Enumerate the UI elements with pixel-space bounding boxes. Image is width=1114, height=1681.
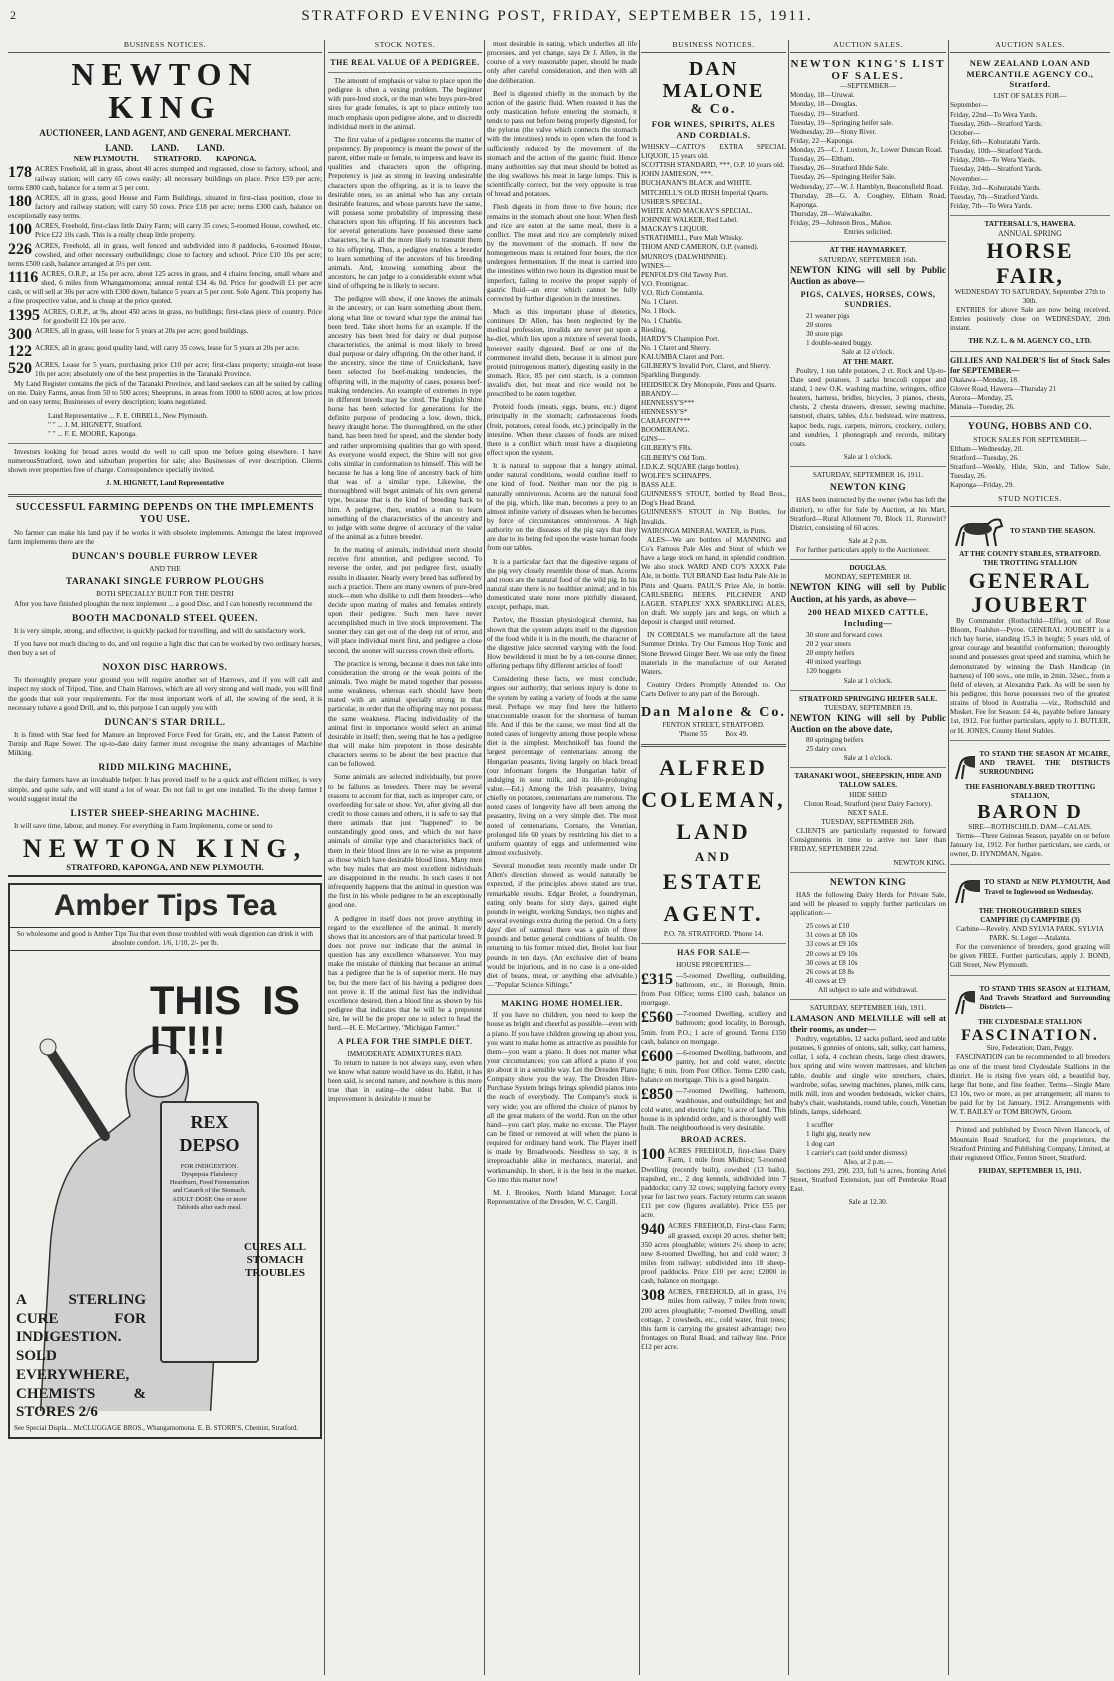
- sales-list-title: LIST OF SALES FOR—: [993, 92, 1067, 101]
- lot: 180 ACRES, all in grass, good House and Farm Buildings, situated in first-class position, close to factory and railway station; will carry 50 cows. Price £18 per acre; terms £300 cash, balance on exceptionally easy terms.: [8, 193, 322, 221]
- paragraph: Much as this important phase of dietetics, continues Dr Allen, has been neglected by the medical profession, invalids are never put upon a he-diet, which lies upon a mixture of several foods, however easily digested. Beef or one of the commonest invalid diets, because it is almost pure proteid (nitrogenous matter), digesting easily in the stomach. Rice, 85 per cent starch, is a common invalid's diet, but meat and rice would not be prescribed to be eaten together.: [487, 307, 637, 399]
- firm-address: FENTON STREET, STRATFORD.: [662, 720, 765, 729]
- sales-list: Monday, 18—Uruwai. Monday, 18—Douglas. Tuesday, 19—Stratford. Tuesday, 19—Springing heifer sale. Wednesday, 20—Stony River. Friday, 22—Kaponga. Monday, 25—C. J. Luxton, Jr., Lower Duncan Road. Tuesday, 26—Eltham. Tuesday, 26—Stratford Hide Sale. Tuesday, 26—Springing Heifer Sale. Wednesday, 27—W. J. Hamblyn, Beaconsfield Road. Thursday, 28—G. A. Coughey, Eltham Road, Kaponga. Thursday, 28—Waiwakaiho. Friday, 29—Johnson Bros., Mahoe.: [790, 91, 946, 228]
- column-divider: [948, 40, 949, 1675]
- farming-title: SUCCESSFUL FARMING DEPENDS ON THE IMPLEMENTS YOU USE.: [15, 501, 315, 526]
- hide-address: Cloton Road, Stratford (next Dairy Factory).: [803, 799, 933, 808]
- location-heading: DOUGLAS.: [849, 564, 887, 573]
- plough-note: BOTH SPECIALLY BUILT FOR THE DISTRI: [96, 590, 234, 599]
- sale-notice: HAS been instructed by the owner (who has left the district), to offer for Sale by Auction, at his Mart, Stratford—Rural Allotment 70, Block 11, Ruruwiri? District, consisting of 60 acres.: [790, 496, 946, 532]
- shearing-text: It will save time, labour, and money. For everything in Farm Implements, come or send to: [14, 821, 273, 830]
- stallion-text: FASCINATION can be recommended to all breeders as one of the truest bred Clydesdale Stallions in the district. He is rising five years old, a beautiful bay, large flat bone, and fine feather. Terms—Single Mare £3 10s, two or more, as per arrangement; all mares to be paid for by 1st January, 1912. Arrangements with W. T. BAILEY or TOM BROWN, Groom.: [950, 1053, 1110, 1117]
- paragraph: Flesh digests in from three to five hours; rice remains in the stomach about one hour. When flesh and rice are eaten at the same meal, there is a conflict. The meat and rice are completely mixed by the movement of the stomach. If now the homogeneous mass is retained four hours, the rice undergoes fermentation. If the meat is carried into the intestines within two hours its digestion must be imperfect, failing to receive the proper supply of gastric fluid—an error which cannot be fully corrected by further digestion in the intestines.: [487, 203, 637, 303]
- young-hobbs-sub: STOCK SALES FOR SEPTEMBER—: [973, 435, 1087, 444]
- disc-2-intro: If you have not much discing to do, and onl require a light disc that can be worked by two ordinary horses, then buy a set of: [8, 639, 322, 658]
- herds-list: 25 cows at £10 31 cows at £8 10s 33 cows at £9 10s 20 cows at £9 10s 30 cows at £8 10s 26 cows at £8 8s 40 cows at £9: [806, 922, 858, 986]
- paragraph: Some animals are selected individually, but prove to be failures as breeders. There may be several reasons to account for that, such as improper care, or overfeeding for sale or show. Yet, after giving all due credit to those causes and others, it is safe to say that there animals that just "happened" to be outstandingly good ones, and which do not have animals of similar type and characteristics back of them in their blood lines are in no wise as prepotent as those which have desirable blood lines. Many men who buy males that are most excellent individuals are disappointed in the results. In such cases it not infrequently happens that the animal in question was the first in his whole pedigree to be an exceptionally good one.: [328, 773, 482, 910]
- horse-icon: [950, 745, 975, 783]
- divider: [950, 416, 1110, 417]
- drill-text: It is fitted with Star feed for Manure an Improved Force Feed for Grain, etc, and the Latest Pattern of Turnip and Rape Sower. The up-to-date dairy farmer must recognise the many advantages of Machine Milking.: [8, 730, 322, 758]
- auction-intro: NEWTON KING will sell by Public Auction on the above date,: [790, 713, 946, 735]
- stallion-name: JOUBERT: [971, 591, 1089, 617]
- amber-footer: See Special Displa... McCLUGGAGE BROS., Whangamomona. E. B. STORR'S, Chemist, Stratford.: [14, 1424, 299, 1433]
- divider: [790, 466, 946, 467]
- houses-heading: HOUSE PROPERTIES—: [676, 960, 751, 969]
- country-orders: Country Orders Promptly Attended to. Our Carts Deliver to any part of the Borough.: [641, 681, 786, 699]
- imprint-date: FRIDAY, SEPTEMBER 15, 1911.: [978, 1166, 1082, 1175]
- sales-month: —SEPTEMBER—: [840, 82, 896, 91]
- broad-acres-heading: BROAD ACRES.: [680, 1135, 747, 1145]
- sales-list: September— Friday, 22nd—To Wera Yards. Tuesday, 26th—Stratford Yards. October— Friday, 6th—Kohuratahi Yards. Tuesday, 10th—Stratford Yards. Friday, 20th—To Wera Yards. Tuesday, 24th—Stratford Yards. November— Friday, 3rd—Kohuratahi Yards. Tuesday, 7th—Stratford Yards. Friday, 7th—To Wera Yards.: [950, 101, 1043, 210]
- stud-general-joubert: TO STAND THE SEASON.: [950, 512, 1110, 550]
- lot: 300 ACRES, all in grass, will lease for 5 years at 20s per acre; good buildings.: [8, 326, 249, 343]
- lot-list: 80 springing heifers 25 dairy cows: [806, 735, 864, 753]
- further-particulars: For further particulars apply to the Auctioneer.: [796, 546, 930, 555]
- divider: [950, 975, 1110, 976]
- places-line: NEW PLYMOUTH. STRATFORD. KAPONGA.: [73, 153, 257, 163]
- paragraph: To return to nature is not always easy, even when we know what nature would have us do. Habit, it has been said, is second nature, and nowhere is this more true than in eating—the oldest habit. But if improvement is desirable it must be: [328, 1058, 482, 1104]
- paragraph: Pavlov, the Russian physiological chemist, has shown that the system adapts itself to the digestion of the food while it is in the mouth, the character of the digestive juice secreted varying with the food. How bewildered it must be by a ten-course dinner, offering perhaps fifty different articles of food!: [487, 616, 637, 671]
- divider: [487, 994, 637, 995]
- stud-campfire: TO STAND at NEW PLYMOUTH, And Travel to Inglewood on Wednesday.: [950, 869, 1110, 907]
- land-lots: [8, 165, 322, 379]
- sale-date: SATURDAY, SEPTEMBER 16, 1911.: [812, 471, 924, 480]
- imprint: Printed and published by Evocn Niven Hancock, of Mountain Road Stratford, for the proprietors, the Stratford Printing and Publishing Company, Limited, at their registered Office, Fenton Street, Stratford.: [950, 1126, 1110, 1162]
- firm-name-b: Dan Malone & Co.: [641, 705, 786, 721]
- divider: [790, 767, 946, 768]
- sale-date: TUESDAY, SEPTEMBER 26th.: [821, 817, 915, 826]
- divider: [950, 215, 1110, 216]
- lot-heading: PIGS, CALVES, HORSES, COWS, SUNDRIES.: [800, 289, 936, 309]
- page-number: 2: [10, 8, 18, 22]
- divider: [328, 72, 482, 73]
- mart-list: Poultry, 1 ton table potatoes, 2 ct. Rock and Up-to-Date seed potatoes, 3 sacks broccoli copper and stand, 1 new O.K. washing machine, wringers, office heaters, harness, bridles, bicycles, 3 pianos, chests, chests, 2 chesta drawers, dresser, sewing machine, tanstool, chairs, tables, d.b.r. bedstead, wire mattress, kapoc beds, rugs, carpets, mirrors, crockery, cutlery, and sundries, 1 phonograph and records, military coats.: [790, 366, 946, 448]
- land-heading: LAND. LAND. LAND.: [105, 142, 225, 153]
- sale-time: Sale at 1 o'clock.: [843, 453, 893, 462]
- lot-list: 30 store and forward cows 20 2 year steers 20 empty heifers 40 mixed yearlings 120 hoggets: [806, 630, 883, 676]
- divider: [950, 864, 1110, 865]
- stallion-pedigree: Sire, Federation; Dam, Peggy.: [986, 1044, 1074, 1053]
- hide-shed: HIDE SHED: [849, 790, 887, 799]
- column-auction-stud: [950, 40, 1110, 1680]
- stallion-pedigree: SIRE—ROTHSCHILD. DAM—CALAIS.: [968, 823, 1092, 832]
- paragraph: The amount of emphasis or value to place upon the pedigree is often a vexing problem. The beginner with pure-bred stock, or the man who buys pure-bred sires for grade females, is apt to place entirely too much emphasis upon pedigree alone, and to discredit individual merit in the animal.: [328, 77, 482, 131]
- firm-tagline: FOR WINES, SPIRITS, ALES AND CORDIALS.: [651, 119, 776, 141]
- disc-2: NOXON DISC HARROWS.: [102, 663, 228, 674]
- gillies-heading: GILLIES AND NALDER'S list of Stock Sales for SEPTEMBER—: [950, 355, 1110, 375]
- divider: [790, 999, 946, 1000]
- paragraph: In the mating of animals, individual merit should receive first attention, and pedigree second. To reverse the order, and put pedigree first, usually results in disaster. Nearly every breed has suffered by such a practice. There are many owners of pure-bred stock—men who dislike to cull them breeders—who decide upon mating of males and females entirely upon their pedigree. Such men have never accomplished much in live stock improvement. The sooner they can get out of the deep rut of error, and will place individual merit first, and pedigree a close second, the sooner will success crown their efforts.: [328, 546, 482, 655]
- nzlm-agency: THE N.Z. L. & M. AGENCY CO., LTD.: [968, 337, 1092, 346]
- entries-solicited: Entries solicited.: [843, 228, 893, 237]
- divider: [641, 943, 786, 944]
- nz-loan-title: NEW ZEALAND LOAN AND MERCANTILE AGENCY CO., Stratford.: [966, 57, 1094, 90]
- house-list: £315 —5-roomed Dwelling, outbuilding, bathroom, etc., in Borough, 8min. from Post Office; terms £100 cash, balance on mortgage. £560 —7-roomed Dwelling, scullery and bathroom; good locality, in Borough, 5min. from P.O.; 1 acre of ground. Terms £150 cash, balance on mortgage. £600 —6-roomed Dwelling, bathroom, and pantry, hot and cold water, electric light; 6 min. from Post Office. Terms £200 cash, balance on mortgage. This is a good bargain. £850 —7-roomed Dwelling, bathroom, washhouse, and outbuildings; hot and cold water, and electric light; ¼ acre of land. This house is in splendid order, and is thoroughly well built. The neighbourhood is very desirable.: [641, 971, 786, 1132]
- divider: [790, 241, 946, 242]
- disc-2-text: To thoroughly prepare your ground you will require another set of Harrows, and if you will call and inspect my stock of Tripod, Tine, and Chain Harrows, which are all very strong and well made, you will find the goods that suit your requirements. For the most important work of all, the sowing of the seed, it is necessary tohave a good Drill, and to, this purpose I can supply you with: [8, 676, 322, 712]
- article-title: MAKING HOME HOMELIER.: [501, 999, 623, 1009]
- stud-baron-d: TO STAND THE SEASON AT MCAIRE, AND TRAVEL THE DISTRICTS SURROUNDING: [950, 745, 1110, 783]
- auction-intro: NEWTON KING will sell by Public Auction, at his yards, as above—: [790, 582, 946, 604]
- paragraph: It is natural to suppose that a hungry animal, under natural conditions, would confine itself to one kind of food. Neither man nor the pig is naturally omnivorous. Acorns are the natural food of the pig, which, like man, becomes a prey to an almost infinite variety of diseases when he becomes by force of circumstances omnivorous. A high authority on the diseases of the pig says that they are due to its being fed upon the waste human foods from our tables.: [487, 462, 637, 553]
- divider: [8, 494, 322, 497]
- column-business-notices: [8, 40, 322, 1680]
- ales-text: ALES—We are bottlers of MANNING and Co's Famous Pale Ales and Stout of which we have a large stock on hand, in splendid condition. We also stock WARD AND CO'S XXXX Pale Ale, in bottle. TUI BRAND East India Pale Ale in Pints and Quarts. PAUL'S Prize Ale, in bottle. CARLSBERG BEERS. PILCHNER AND LAGER. STAPLES' XXX SPARKLING ALES, on draft. We supply jars and kegs, on which a deposit is charged until returned.: [641, 535, 786, 627]
- clydesdale-stallion: THE CLYDESDALE STALLION: [978, 1017, 1082, 1026]
- sections-text: Sections 293, 290, 233, full ¼ acres, fronting Ariel Street, Stratford Extension, just off Pembroke Road East.: [790, 1166, 946, 1194]
- stallion-text: By Commander (Rothschild—Effie), out of Rose Bloom, Foalshot—Pyroe. GENERAL JOUBERT is a rich bay horse, standing 15.3 in height; 5 years old, of great courage and beautiful conformation; thoroughly sound and possesses great speed and stamina, which he demonstrated by winning the Dash Handicap (in harness) of 100 sovs., one mile, in 2min. 32sec., from a field of eleven, at Alexandra Park. As will be seen by his pedigree, this horse possesses two of the greatest strains of blood in Australia —viz., Rothschild and Musket. Fee for Season: £4 4s, payable before January 1st, 1912. For further particulars, apply to J. BUTLER, or H. JONES, County Hotel Stables.: [950, 616, 1110, 735]
- amber-tips-ad: [8, 883, 322, 1439]
- horse-fair: HORSE FAIR,: [986, 238, 1074, 288]
- lot: 520 ACRES, Lease for 5 years, purchasing price £10 per acre; first-class property; straight-out lease 10s per acre; absolutely one of the best properties in the Taranaki Province.: [8, 360, 322, 378]
- paragraph: Considering these facts, we must conclude, argues our authority, that serious injury is done to the system by eating a variety of foods at the same meal. Perhaps we may find here the hitherto unaccountable reason for the shortness of human life. And if this be the cause, we must find all the noted cases of longevity among those people whose diet is the simplest. Metchnikoff has found the largest percentage of centenarians among the Hungarian peasants, living largely on black bread (our informant forgets the Hungarian habit of indulging in sour milk, and its life-prolonging value.—Ed.) Among the Irish peasantry, living chiefly on potatoes, centenarians are numerous. The noted cases of longevity have all been among the peasantry, living on a very simple diet. The most noted of centenarians, Cornaro, the Venetian, prolonged life 60 years by restricting his diet to a uniform quantity of eggs and unfermented wine almost exclusively.: [487, 675, 637, 857]
- divider: [950, 740, 1110, 741]
- location-heading: AT THE MART.: [842, 357, 894, 366]
- disc-1: BOOTH MACDONALD STEEL QUEEN.: [71, 613, 259, 624]
- location-heading: TARANAKI WOOL, SHEEPSKIN, HIDE AND TALLOW SALES.: [794, 772, 942, 790]
- sale-time: Sale at 12.30.: [848, 1198, 888, 1207]
- paragraph: The pedigree will show, if one knows the animals in the ancestry, or can learn something about them, along what line or toward what type the animal has been bred. Take short horns for an example. If the ancestry has been bred for dairy or dual purpose characteristics, the animal is most likely to breed dual purpose or dairy offspring. On the other hand, if the ancestry, since the time of Cruickshank, have been selected for beef-making tendencies, the offspring will, in the majority of cases, possess beef-making tendencies. An example of extremes in type in different breeds may be cited. The English Shire horse has been selected for generations for the definite purpose of producing a low, down, thick, heavy draught horse. The thoroughbred, on the other hand, has been bred for speed, and the slender body and rather unpromising qualities that go with speed. As everyone would expect, the Shire will not give colts similar in conformation to himself. This will be because he has a long line of ancestry back of him that was of a similar type. Likewise, the thoroughbred will beget animals of his own general type, because that is the kind of breeding back to him. A pedigree, then, enables a man to learn something of the characteristics of the ancestry and to judge with some degree of accuracy of the value of the animal as a future breeder.: [328, 295, 482, 541]
- this-is-it: THIS IS IT!!!: [150, 978, 300, 1063]
- firm-subtitle: AUCTIONEER, LAND AGENT, AND GENERAL MERCHANT.: [39, 128, 291, 139]
- trotting-stallion: THE TROTTING STALLION: [983, 559, 1077, 568]
- masthead: [0, 8, 1114, 25]
- shearing: LISTER SHEEP-SHEARING MACHINE.: [70, 808, 260, 819]
- sales-list-title: NEWTON KING'S LIST OF SALES.: [790, 57, 946, 82]
- divider: [641, 744, 786, 747]
- land-register: My Land Register contains the pick of the Taranaki Province, and land seekers can all be suited by calling on me. Dairy Farms, areas from 50 to 500 acres; Sheepruns, in areas from 1000 to 6000 acres, at low prices and on easy terms; Businesses of every description; loans negotiated.: [8, 380, 322, 407]
- lot: 178 ACRES Freehold, all in grass, about 40 acres stumped and regrassed, close to factory, school, and railway station; will carry 65 cows easily; all necessary buildings on place. Price £59 per acre; terms £800 cash, balance for a term at 5 per cent.: [8, 165, 322, 192]
- tattersall-heading: TATTERSALL'S, HAWERA.: [984, 220, 1076, 229]
- masthead-title: STRATFORD EVENING POST, FRIDAY, SEPTEMBER 15, 1911.: [301, 8, 813, 24]
- column-divider: [639, 40, 640, 1675]
- section-header: AUCTION SALES.: [790, 40, 946, 53]
- plough-1: DUNCAN'S DOUBLE FURROW LEVER: [71, 552, 259, 563]
- section-header: BUSINESS NOTICES.: [8, 40, 322, 53]
- section-header: STOCK NOTES.: [328, 40, 482, 53]
- paragraph: most desirable in eating, which underlies all life processes, and yet change, says Dr J. Allen, in the course of a very reasonable paper, should be made only after careful consideration, and then with all due deliberation.: [487, 40, 637, 85]
- auctioneer-name: NEWTON KING: [829, 483, 907, 494]
- investors-text: Investors looking for broad acres would do well to call upon me before going elsewhere. I have numerousStratford, town and suburban properties for sale; also Businesses of ever description. Clients shown over properties free of charge. Correspondence specially invited.: [8, 447, 322, 475]
- sale-date: SATURDAY, SEPTEMBER 16th.: [818, 255, 918, 264]
- location-heading: AT THE HAYMARKET.: [829, 246, 907, 255]
- sale-date: TUESDAY, SEPTEMBER 19,: [824, 703, 912, 712]
- lamason-list: Poultry, vegetables, 12 sacks pollard, seed and table potatoes, 6 gunnies of onions, salt, sulky, cart harness, cellar, 1 sofa, 4 cochran chests, large chest drawers, box spring and wire woven mattresses, and kitchen table, double and single wire stretchers, chairs, wardrobe, sofas, sewing machines, planes, milk cans, milk mill, iron and wooden bedsteads, wicker chairs, baby's chair, washstands, round table, couch, Venetian blinds, lamps, sideboard.: [790, 1035, 946, 1117]
- liquor-list: WHISKY—CATTO'S EXTRA SPECIAL LIQUOR, 15 years old. SCOTTISH STANDARD, ***, O.P. 10 years old. JOHN JAMIESON, ***. BUCHANAN'S BLACK and WHITE. MITCHELL'S OLD IRISH Imperial Quarts. USHER'S SPECIAL. WHITE AND MACKAY'S SPECIAL. JOHNNIE WALKER, Red Label. MACKAY'S LIQUOR. STRATHMILL, Pure Malt Whisky. THOM AND CAMERON, O.P. (vatted). MUNRO'S (DALWHINNIE). WINES— PENFOLD'S Old Tawny Port. V.O. Frontignac. V.O. Rich Constantia. No. 1 Claret. No. 1 Hock. No. 1 Chablis. Riesling. HARDY'S Champion Port. No. 1 Claret and Sherry. KALUMBA Claret and Port. GILBERY'S Invalid Port, Claret, and Sherry. Sparkling Burgundy. HEIDSIECK Dry Monopole, Pints and Quarts. BRANDY— HENNESSY'S*** HENNESSY'S* CARAFONT*** BOOMERANG. GINS— GILBERY'S FRs. GILBERY'S Old Tom. J.D.K.Z. SQUARE (large bottles). WOLFE'S SCHNAPPS. BASS ALE. GUINNESS'S STOUT, bottled by Read Bros., Dog's Head Brand. GUINNESS'S STOUT in Nip Bottles, for Invalids. WAIRONGA MINERAL WATER, in Pints.: [641, 142, 786, 535]
- lot-list: 21 weaner pigs 20 stores 30 store pigs 1 double-seated buggy.: [806, 311, 873, 348]
- lot-heading: 200 HEAD MIXED CATTLE, Including—: [807, 607, 929, 629]
- divider: [950, 351, 1110, 352]
- signature: NEWTON KING.: [893, 858, 946, 867]
- firm-phone: 'Phone 55 Box 49.: [679, 729, 748, 738]
- column-divider: [484, 40, 485, 1675]
- auction-intro: LAMASON AND MELVILLE will sell at their rooms, as under—: [790, 1013, 946, 1035]
- fair-dates: WEDNESDAY TO SATURDAY, September 27th to 30th.: [954, 287, 1106, 305]
- column-auction-sales: [790, 40, 946, 1680]
- milking-text: the dairy farmers have an invaluable helper. It has proved itself to be a quick and efficient milker, is very simple, and quite safe, and will stand a lot of wear. Do not fail to get one installed. To the sheep farmer I would suggest instal the: [8, 776, 322, 803]
- column-stock-notes: [328, 40, 482, 1680]
- clients-notice: CLIENTS are particularly requested to forward Consignments in time to arrive not later than FRIDAY, SEPTEMBER 22nd.: [790, 827, 946, 854]
- article-title: A PLEA FOR THE SIMPLE DIET.: [337, 1037, 473, 1047]
- stallion-text: For the convenience of breeders, good grazing will be given FREE. Further particulars, apply J. BOND, Gill Street, New Plymouth.: [950, 943, 1110, 970]
- forsale-heading: HAS FOR SALE—: [677, 948, 750, 958]
- stallion-name: GENERAL: [968, 567, 1092, 593]
- paragraph: The practice is wrong, because it does not take into consideration the strong or the weak points of the animals. Two might be mated together that possess some weakness, whereas each should have been mated with an animal specially strong in that particular, in order that the offspring may not possess the same weakness. Placing individuality of the animal first in importance would select an animal desirable in itself; then, seeing that he has a pedigree that will make him prepotent in those desirable characters seems to be about the best practice that can be followed.: [328, 659, 482, 769]
- column-divider: [788, 40, 789, 1675]
- lot: 1116 ACRES, O.R.P., at 15s per acre, about 125 acres in grass, and 4 chains fencing, small whare and shed, 6 miles from Whangamomona; annual rental £34 4s 0d. Price for goodwill £1 per acre cash, or will sell at 30s per acre with £300 down, balance 5 years at 5 per cent. Sole Agent. This property has a fine prospective value, and is cheap at the price quoted.: [8, 269, 322, 306]
- divider: [950, 1121, 1110, 1122]
- amber-tagline: So wholesome and good is Amber Tips Tea that even those troubled with weak digestion can drink it with absolute comfort. 1/6, 1/10, 2/- per lb.: [10, 928, 320, 951]
- divider: [790, 559, 946, 560]
- herds-notice: HAS the following Dairy Herds for Private Sale, and will be pleased to supply further particulars on application:—: [790, 890, 946, 918]
- article-subtitle: IMMODERATE ADMIXTURES BAD.: [347, 1049, 463, 1058]
- stud-notices-header: STUD NOTICES.: [950, 494, 1110, 507]
- stud-fascination: TO STAND THIS SEASON at ELTHAM, And Travels Stratford and Surrounding Districts—: [950, 980, 1110, 1018]
- broad-acres-list: 100 ACRES FREEHOLD, first-class Dairy Farm, 1 mile from Midhirst; 5-roomed Dwelling (recently built), cowshed (13 bails), trapshed, etc., 2 dog kennels, subdivided into 7 paddocks; carry 32 cows; supplying factory every year for last two years. Factory returns can season £11 per cow (figures available). Price £55 per acre. 940 ACRES FREEHOLD, First-class Farm; all grassed, except 20 acres. shelter belt; 350 acres ploughable; winters 2½ sheep to acre; new 8-roomed Dwelling, hot and cold water; 3 miles from railway; subdivided into 18 sheep-proof paddocks. Price £10 per acre; £2000 in cash, balance on mortgage. 308 ACRES, FREEHOLD, all in grass, 1½ miles from railway, 7 miles from town; 200 acres ploughable; 7-roomed Dwelling, small cottage, 2 cowsheds, etc., cold water, fruit trees; this farm is carrying the greatest advantage; two frontages on Rural Road, and railway line. Price £12 per acre.: [641, 1147, 786, 1352]
- county-stables: AT THE COUNTY STABLES, STRATFORD.: [959, 550, 1101, 559]
- horse-icon: [950, 869, 980, 907]
- column-diet-article: [487, 40, 637, 1680]
- lot: 226 ACRES, Freehold, all in grass, well fenced and subdivided into 8 paddocks, 6-roomed House, cowshed, and other necessary outbuildings; close to factory and school. Price £10 10s per acre; terms £500 cash, balance arranged at 5½ per cent.: [8, 241, 322, 268]
- horse-icon: [950, 980, 975, 1018]
- paragraph: Proteid foods (meats, eggs, beans, etc.) digest principally in the stomach; carbonaceous foods (fruit, potatoes, cereal foods, etc.) principally in the intestine. When these classes of foods are mixed there is a conflict which must have a disquieting effect upon the system.: [487, 403, 637, 458]
- signature: M. J. Brookes, North Island Manager. Local Representative of the Dresden, W. C. Cargill.: [487, 1188, 637, 1207]
- firm-places: STRATFORD, KAPONGA, AND NEW PLYMOUTH.: [8, 862, 322, 877]
- sale-date: MONDAY, SEPTEMBER 18.: [824, 573, 912, 582]
- paragraph: The first value of a pedigree concerns the matter of prepotency. By prepotency is meant the power of the parent, either male or female, to impress and leave its qualities and characters upon the offspring. Prepotency is just as strong in leaving undesirable characters upon the offspring, as it is to leave the desirable ones, so an animal who has any certain desirable features, and whose parents have the same, will possess some probability of impressing these characters upon his offspring. If his ancestors back for several generations have possessed these same characters, he is all the more likely to transmit them to his offspring. Thus, a pedigree enables a breeder to learn something of the ancestors of his breeding animals. And, knowing something about the ancestors, he can judge to a considerable extent what kind of offspring he is likely to secure.: [328, 135, 482, 291]
- sale-time: Sale at 12 o'clock.: [841, 348, 895, 357]
- column-divider: [324, 40, 325, 1675]
- farming-intro: No farmer can make his land pay if he works it with obsolete implements. Amongst the latest improved farm implements there are the: [8, 528, 322, 547]
- firm-name-2: NEWTON KING,: [22, 834, 308, 863]
- stallion-text: Terms—Three Guineas Season, payable on or before January 1st, 1912. For further particulars, see cards, or owner, D. HYNDMAN, Ngaire.: [950, 832, 1110, 859]
- and-the: AND THE: [149, 565, 181, 574]
- young-hobbs-list: Eltham—Wednesday, 20. Stratford—Tuesday, 26. Stratford—Weekly, Hide, Skin, and Tallow Sale, Tuesday, 26. Kaponga—Friday, 29.: [950, 444, 1110, 490]
- paragraph: Several monodiet tests recently made under Dr Allen's direction showed as would naturally be expected, if the principles above stated are true, remarkable results. Edgar Brolet, a foundryman, eating only beans for sixty days, gained eight pounds in weight, working Sundays, two nights and several evenings extra during the period. On a forty days' diet of oatmeal there was a gain of three pounds and better general conditions of health. On returning to his former mixed diet, Brolet lost four pounds in ten days. (An exclusive diet of beans would be injurious, and in no case is a one-sided diet of beans, meat, or anything else advisable.)—"Popular Science Siftings.": [487, 862, 637, 989]
- trotting-stallion: THE FASHIONABLY-BRED TROTTING STALLION,: [964, 782, 1096, 800]
- sale-time: Sale at 1 o'clock.: [843, 754, 893, 763]
- stallion-name: BARON D: [977, 801, 1083, 824]
- lot: 122 ACRES, all in grass; good quality land, will carry 35 cows, lease for 5 years at 20s per acre.: [8, 343, 300, 360]
- paragraph: If you have no children, you need to keep the house as bright and cheerful as possible—even with a piano. If you have children growing up about you, you want to make home as attractive as possible for them—you want a piano. It does not matter what your circumstances; you can afford a piano if you go about it in a sensible way. Let the Dresden Piano Company show you the way. The Dresden Hire-Purchase System brings brings splendid pianos into the reach of everybody. The Company's stock is very wide; you are offered the choice of pianos by all the great makers of the world. Run on the other hand—you can't play, make no excuse. The Player can be fitted or removed at will when the piano is required for ordinary hand work. The Player itself is made by Broadwoods. Needless to say, it is irreproachable alike in mechanics, material, and workmanship. In short, it is the best in the market. Go into this matter now!: [487, 1011, 637, 1184]
- lot-list: 1 scuffler 1 light gig, nearly new 1 dog cart 1 carrier's cart (sold under distress): [806, 1121, 907, 1157]
- milking: RIDD MILKING MACHINE,: [98, 763, 232, 774]
- sale-time: Also, at 2 p.m.—: [843, 1157, 893, 1166]
- stallion-pedigree: Carbine—Revelry. AND SYLVIA PARK. SYLVIA PARK. St. Leger—Atalanta.: [956, 924, 1104, 942]
- cordials-text: IN CORDIALS we manufacture all the latest Summer Drinks. Try Our Famous Hop Tonic and Stone Brewed Ginger Beer. We use only the finest materials in the manufacture of our Aerated Waters.: [641, 631, 786, 676]
- lot: 1395 ACRES, O.R.P., at 9s, about 450 acres in grass, no buildings; first-class piece of country. Price for goodwill £2 10s per acre.: [8, 307, 322, 325]
- paragraph: Beef is digested chiefly in the stomach by the action of the gastric fluid. When roasted it has the only mastication before entering the stomach, it tends to pass out before being properly digested, for the pylorus (the valve which connects the stomach with the intestines) tends to open when the food is sufficiently reduced by the movement of the stomach and the action of the gastric fluid. Hence many authorities say that meat should be bolted as the dog swallows his meat in large lumps. This is scientifically correct, but the very opposite is true of bread and potatoes.: [487, 89, 637, 199]
- sale-date: SATURDAY, SEPTEMBER 16th, 1911.: [810, 1004, 926, 1013]
- section-header: BUSINESS NOTICES.: [641, 40, 786, 53]
- representatives: Land Representative ... F. E. ORBELL, New Plymouth. " " ... J. M. HIGNETT, Stratford. " " ... F. E. MOORE, Kaponga.: [48, 411, 208, 438]
- horse-icon: [950, 512, 1006, 550]
- plough-2: TARANAKI SINGLE FURROW PLOUGHS: [65, 577, 265, 588]
- firm-name: NEWTON KING: [71, 55, 259, 126]
- ad-illustration: [10, 951, 320, 1421]
- article-title: THE REAL VALUE OF A PEDIGREE.: [330, 57, 480, 67]
- auctioneer-name: NEWTON KING: [829, 877, 907, 888]
- gillies-list: Okaiawa—Monday, 18. Glover Road, Hawera—Thursday 21 Aurora—Monday, 25. Manaia—Tuesday, 26.: [950, 375, 1057, 412]
- sterling-cure: A STERLING CURE FOR INDIGESTION. SOLD EVERYWHERE, CHEMISTS & STORES 2/6: [16, 1291, 146, 1421]
- next-sale: NEXT SALE.: [847, 808, 889, 817]
- agent-contact: P.O. 78. STRATFORD. 'Phone 14.: [663, 930, 764, 939]
- auction-intro: NEWTON KING will sell by Public Auction as above—: [790, 264, 946, 287]
- young-hobbs-heading: YOUNG, HOBBS AND CO.: [967, 422, 1093, 433]
- section-header: AUCTION SALES.: [950, 40, 1110, 53]
- divider: [790, 872, 946, 873]
- stallion-name: CAMPFIRE (3) CAMPFIRE (3): [980, 915, 1080, 924]
- subject-note: All subject to sale and withdrawal.: [818, 986, 918, 995]
- annual-spring: ANNUAL SPRING: [998, 229, 1062, 239]
- sale-time: Sale at 2 p.m.: [848, 536, 888, 545]
- entries-text: ENTRIES for above Sale are now being received. Entries positively close on WEDNESDAY, 20th instant.: [950, 306, 1110, 333]
- cures-text: CURES ALL STOMACH TROUBLES: [243, 1240, 307, 1280]
- depso-package: REX DEPSO FOR INDIGESTION. Dyspepsia Flatulency Heartburn, Food Fermentation and Catarrh of the Stomach. ADULT DOSE One or more Tabloids after each meal.: [160, 1101, 259, 1363]
- lot: 100 ACRES, Freehold, first-class little Dairy Farm; will carry 35 cows; 5-roomed House, cowshed, etc. Price £22 10s cash. This is a really cheap little property.: [8, 222, 322, 240]
- sale-time: Sale at 1 o'clock.: [843, 676, 893, 685]
- divider: [8, 443, 322, 444]
- stallion-name: FASCINATION.: [961, 1026, 1099, 1044]
- plough-text: After you have finished ploughin the next implement ... a good Disc, and I can honestly recommend the: [14, 599, 313, 608]
- thoroughbred-sires: THE THOROUGHBRED SIRES: [978, 906, 1082, 915]
- signature: J. M. HIGNETT, Land Representative: [105, 479, 225, 488]
- agent-name: ALFRED COLEMAN, LAND AND ESTATE AGENT.: [641, 754, 786, 927]
- divider: [790, 690, 946, 691]
- firm-co: & Co.: [690, 101, 737, 117]
- paragraph: It is a particular fact that the digestive organs of the pig very closely resemble those of man. Acorns and roots are the natural food of the wild pig. In his natural state there is no healthier animal; and in his domesticated state none more pitifully diseased, except, perhaps, man.: [487, 557, 637, 612]
- disc-1-text: It is very simple, strong, and effective; is quickly packed for travelling, and will do satisfactory work.: [14, 626, 306, 635]
- column-dan-malone: [641, 40, 786, 1680]
- firm-name: DAN MALONE: [662, 57, 765, 102]
- amber-title: Amber Tips Tea: [10, 885, 320, 928]
- paragraph: A pedigree in itself does not prove anything in regard to the excellence of the animal. It merely shows that its ancestors are of that particular breed. It does not prove nor indicate that the animal in question has any excellence whatsoever. You may make the mistake of thinking that because an animal has a pedigree that he is of superior merit. He may be, but the mere fact of his having a pedigree does not prove it. If the animal first has the individual excellence desired, then a blood line as shown by his pedigree that indicates that he will be a prepotent sire, he will be the proper one to select to head the herd.—H. E. McCartney, "Michigan Farmer.": [328, 914, 482, 1033]
- drill: DUNCAN'S STAR DRILL.: [104, 717, 226, 728]
- location-heading: STRATFORD SPRINGING HEIFER SALE.: [798, 694, 938, 703]
